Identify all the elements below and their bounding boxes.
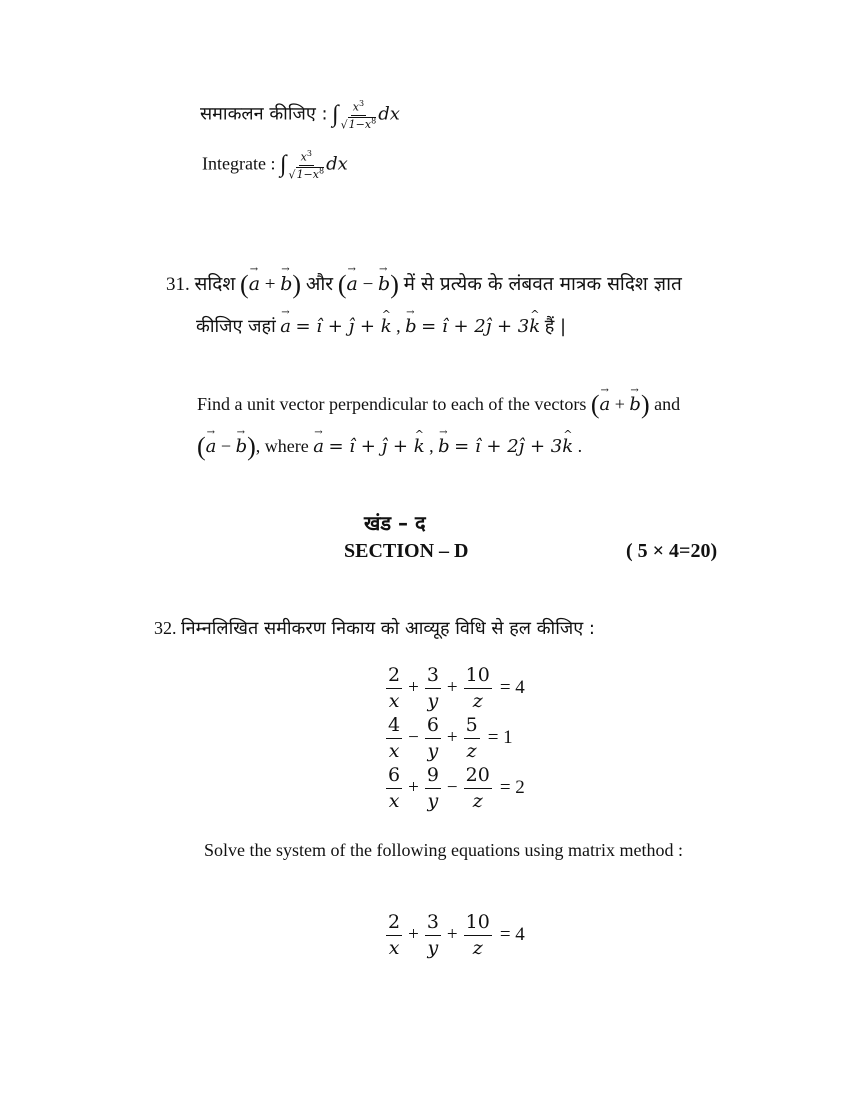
term-numerator: 5	[464, 716, 480, 739]
q30-hindi-prefix: समाकलन कीजिए :	[200, 103, 328, 125]
term-denominator: z	[472, 936, 483, 959]
term-numerator: 10	[464, 666, 492, 689]
integrand-fraction	[341, 100, 377, 130]
equation-rhs: = 2	[499, 777, 525, 798]
plus-sign: +	[614, 394, 625, 414]
equation-rhs: = 1	[487, 727, 513, 748]
integrand-denominator-exp: 8	[318, 166, 325, 176]
integrand-denominator: 1−x	[348, 118, 372, 132]
term-denominator: x	[388, 789, 400, 812]
term-denominator: x	[388, 936, 400, 959]
term-numerator: 10	[464, 913, 492, 936]
operator: +	[446, 677, 458, 698]
term-numerator: 6	[386, 766, 402, 789]
equation-term	[425, 763, 441, 812]
vector-b: → b	[438, 436, 450, 457]
integrand-denominator-exp: 8	[371, 116, 377, 126]
vector-a: → a	[313, 436, 324, 457]
equation-rhs: = 4	[499, 924, 525, 945]
term-numerator: 2	[386, 666, 402, 689]
integrand-numerator-exp: 3	[358, 99, 365, 108]
vector-a: → a	[346, 273, 357, 295]
operator: +	[408, 924, 419, 945]
q32-hindi-line	[154, 616, 595, 640]
operator: +	[446, 727, 458, 748]
vector-a: → a	[249, 273, 260, 295]
differential-dx: dx	[378, 103, 400, 125]
equation-system-repeat	[384, 910, 529, 960]
equation-term	[386, 910, 402, 959]
equation-row	[384, 910, 529, 960]
term-denominator: z	[466, 739, 477, 762]
section-hindi-title: खंड – द	[364, 511, 426, 535]
q31-hindi-where: कीजिए जहां	[196, 316, 276, 337]
equation-term	[464, 663, 492, 712]
q31-hindi-line1: 31. सदिश (→ a + → b) और (→ a − → b) में से प्रत्येक के लंबवत मात्रक सदिश ज्ञात	[166, 270, 682, 300]
sqrt-sign: √	[288, 168, 296, 182]
integrand-numerator: x	[352, 100, 359, 114]
equation-row	[384, 713, 529, 763]
equation-row	[384, 663, 529, 713]
minus-sign: −	[362, 274, 374, 295]
operator: −	[446, 777, 458, 798]
term-denominator: z	[472, 689, 483, 712]
operator: +	[408, 777, 419, 798]
vector-a-definition: = ı̂ + ĵ +	[328, 436, 414, 457]
vector-b-definition: = ı̂ + 2ĵ + 3	[421, 316, 530, 337]
integrand-fraction	[289, 150, 325, 180]
term-denominator: x	[388, 689, 400, 712]
operator: −	[408, 727, 419, 748]
plus-sign: +	[264, 274, 276, 295]
q31-english-and: and	[654, 394, 681, 414]
vector-b-definition: = ı̂ + 2ĵ + 3	[454, 436, 563, 457]
vector-b: → b	[280, 273, 292, 295]
term-numerator: 6	[425, 716, 441, 739]
vector-a: → a	[206, 436, 217, 457]
equation-term	[425, 713, 441, 762]
equation-term	[464, 910, 492, 959]
vector-b: → b	[378, 273, 390, 295]
q32-english-text: Solve the system of the following equations using matrix method :	[204, 840, 683, 860]
term-denominator: y	[427, 789, 439, 812]
q32-hindi-text: निम्नलिखित समीकरण निकाय को आव्यूह विधि से हल कीजिए :	[181, 618, 595, 639]
integrand-numerator: x	[300, 150, 307, 164]
comma: ,	[429, 436, 434, 456]
vector-a: → a	[280, 316, 291, 337]
q32-number: 32.	[154, 618, 177, 638]
equation-row	[384, 763, 529, 813]
minus-sign: −	[220, 436, 232, 456]
term-denominator: z	[472, 789, 483, 812]
term-denominator: x	[388, 739, 400, 762]
differential-dx: dx	[326, 153, 348, 175]
integral-sign: ∫	[332, 101, 339, 128]
equation-term	[425, 910, 441, 959]
q31-hindi-and: और	[305, 273, 334, 295]
q31-english-line2: (→ a − → b), where → a = ı̂ + ĵ + ^ k , → b = ı̂ + 2ĵ + 3^ k .	[197, 432, 582, 462]
q30-english-line	[202, 150, 348, 180]
section-marks: ( 5 × 4=20)	[626, 540, 718, 562]
section-english-title: SECTION – D	[344, 540, 469, 562]
equation-term	[464, 763, 492, 812]
k-hat: ^ k	[529, 316, 540, 337]
sqrt-sign: √	[340, 118, 348, 132]
k-hat: ^ k	[381, 316, 392, 337]
q31-hindi-rest: में से प्रत्येक के लंबवत मात्रक सदिश ज्ञात	[403, 273, 682, 295]
q30-hindi-line	[200, 100, 400, 130]
term-numerator: 20	[464, 766, 492, 789]
vector-b: → b	[405, 316, 417, 337]
vector-b: → b	[236, 436, 248, 457]
term-numerator: 3	[425, 913, 441, 936]
q31-hindi-sadish: सदिश	[194, 273, 236, 295]
vector-a: → a	[600, 394, 611, 415]
q31-english-line1: Find a unit vector perpendicular to each of the vectors (→ a + → b) and	[197, 390, 680, 420]
term-denominator: y	[427, 936, 439, 959]
term-numerator: 4	[386, 716, 402, 739]
term-denominator: y	[427, 689, 439, 712]
equation-rhs: = 4	[499, 677, 525, 698]
q31-english-where: , where	[255, 436, 309, 456]
equation-system	[384, 663, 529, 813]
term-numerator: 2	[386, 913, 402, 936]
equation-term	[386, 713, 402, 762]
equation-term	[386, 663, 402, 712]
k-hat: ^ k	[414, 436, 425, 457]
vector-a-definition: = ı̂ + ĵ +	[295, 316, 381, 337]
integrand-denominator: 1−x	[296, 168, 319, 182]
integrand-numerator-exp: 3	[306, 149, 312, 158]
q31-english-text: Find a unit vector perpendicular to each of the vectors	[197, 394, 587, 414]
equation-term	[425, 663, 441, 712]
operator: +	[408, 677, 419, 698]
equation-term	[464, 713, 480, 762]
term-denominator: y	[427, 739, 439, 762]
q31-number: 31.	[166, 274, 190, 295]
k-hat: ^ k	[562, 436, 573, 457]
operator: +	[446, 924, 458, 945]
equation-term	[386, 763, 402, 812]
q31-hindi-end: हैं |	[544, 316, 567, 337]
q30-english-prefix: Integrate :	[202, 153, 276, 174]
term-numerator: 9	[425, 766, 441, 789]
period: .	[577, 436, 583, 456]
term-numerator: 3	[425, 666, 441, 689]
vector-b: → b	[629, 394, 641, 415]
integral-sign: ∫	[279, 151, 287, 178]
comma: ,	[396, 316, 401, 336]
q31-hindi-line2	[196, 314, 566, 338]
